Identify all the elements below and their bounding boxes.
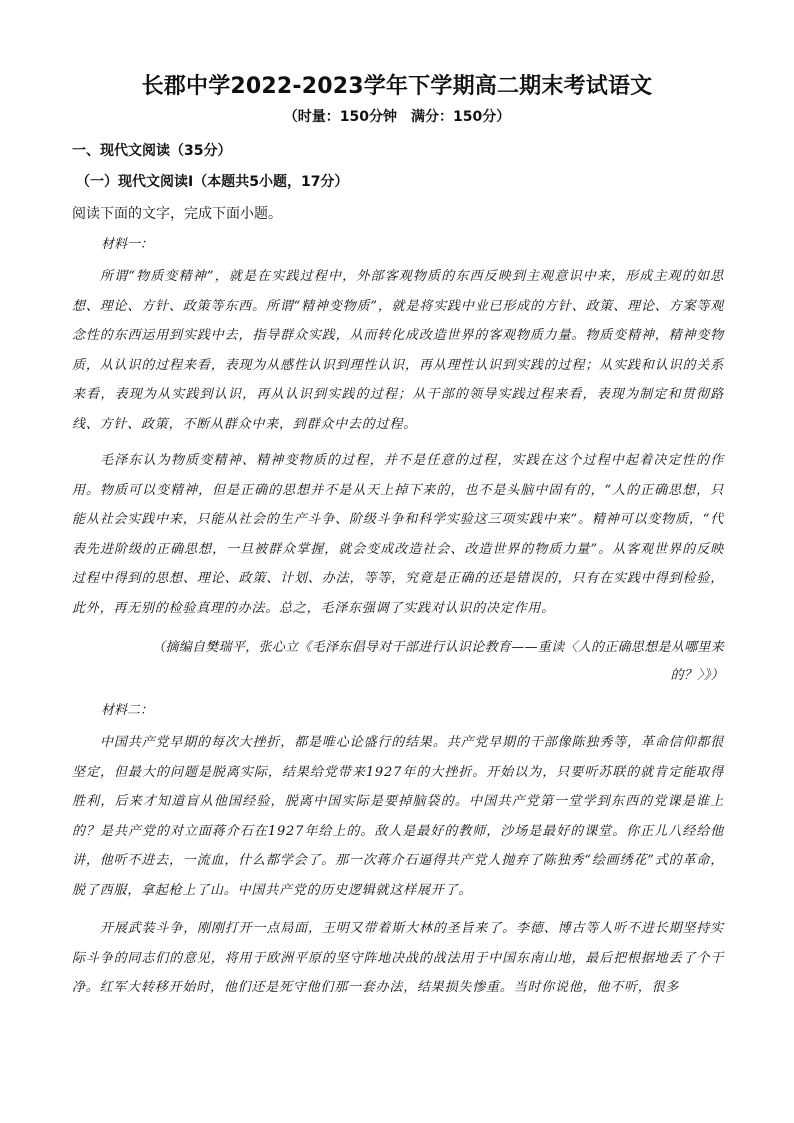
subsection-heading: （一）现代文阅读Ⅰ（本题共5小题，17分） bbox=[76, 174, 349, 190]
material-two-label: 材料二： bbox=[101, 703, 154, 718]
material-one-paragraph: 所谓“物质变精神”，就是在实践过程中，外部客观物质的东西反映到主观意识中来，形成主观的如思想、理论、方针、政策等东西。所谓“精神变物质”，就是将实践中业已形成的方针、政策、理论、方案等观念性的东西运用到实践中去，指导群众实践，从而转化成改造世界的客观物质力量。物质变精神，精神变物质，从认识的过程来看，表现为从感性认识到理性认识，再从理性认识到实践的过程；从实践和认识的关系来看，表现为从实践到认识，再从认识到实践的过程；从干部的领导实践过程来看，表现为制定和贯彻路线、方针、政策，不断从群众中来，到群众中去的过程。 bbox=[72, 269, 724, 432]
material-two-paragraph: 中国共产党早期的每次大挫折，都是唯心论盛行的结果。共产党早期的干部像陈独秀等，革命信仰都很坚定，但最大的问题是脱离实际，结果给党带来1927年的大挫折。开始以为，只要听苏联的就肯定能取得胜利，后来才知道盲从他国经验，脱离中国实际是要掉脑袋的。中国共产党第一堂学到东西的党课是谁上的？是共产党的对立面蒋介石在1927年给上的。敌人是最好的教师，沙场是最好的课堂。你正儿八经给他讲，他听不进去，一流血，什么都学会了。那一次蒋介石逼得共产党人抛弃了陈独秀“绘画绣花”式的革命，脱了西服，拿起枪上了山。中国共产党的历史逻辑就这样展开了。 bbox=[72, 735, 724, 898]
material-one-label: 材料一： bbox=[101, 237, 154, 252]
material-two-paragraph: 开展武装斗争，刚刚打开一点局面，王明又带着斯大林的圣旨来了。李德、博古等人听不进长期坚持实际斗争的同志们的意见，将用于欧洲平原的坚守阵地决战的战法用于中国东南山地，最后把根据地丢了个干净。红军大转移开始时，他们还是死守他们那一套办法，结果损失惨重。当时你说他，他不听，很多 bbox=[72, 921, 724, 996]
material-one-paragraph: 毛泽东认为物质变精神、精神变物质的过程，并不是任意的过程，实践在这个过程中起着决定性的作用。物质可以变精神，但是正确的思想并不是从天上掉下来的，也不是头脑中固有的，“人的正确思想，只能从社会实践中来，只能从社会的生产斗争、阶级斗争和科学实验这三项实践中来”。精神可以变物质，“代表先进阶级的正确思想，一旦被群众掌握，就会变成改造社会、改造世界的物质力量”。从客观世界的反映过程中得到的思想、理论、政策、计划、办法，等等，究竟是正确的还是错误的，只有在实践中得到检验，此外，再无别的检验真理的办法。总之，毛泽东强调了实践对认识的决定作用。 bbox=[72, 453, 724, 616]
section-heading: 一、现代文阅读（35分） bbox=[72, 143, 232, 159]
material-one-citation: （摘编自樊瑞平，张心立《毛泽东倡导对干部进行认识论教育——重读〈人的正确思想是从哪里来的？〉》） bbox=[152, 640, 724, 683]
exam-title: 长郡中学2022-2023学年下学期高二期末考试语文 bbox=[141, 74, 653, 99]
exam-subtitle: （时量：150分钟 满分：150分） bbox=[283, 109, 511, 125]
reading-instruction: 阅读下面的文字，完成下面小题。 bbox=[72, 206, 282, 222]
